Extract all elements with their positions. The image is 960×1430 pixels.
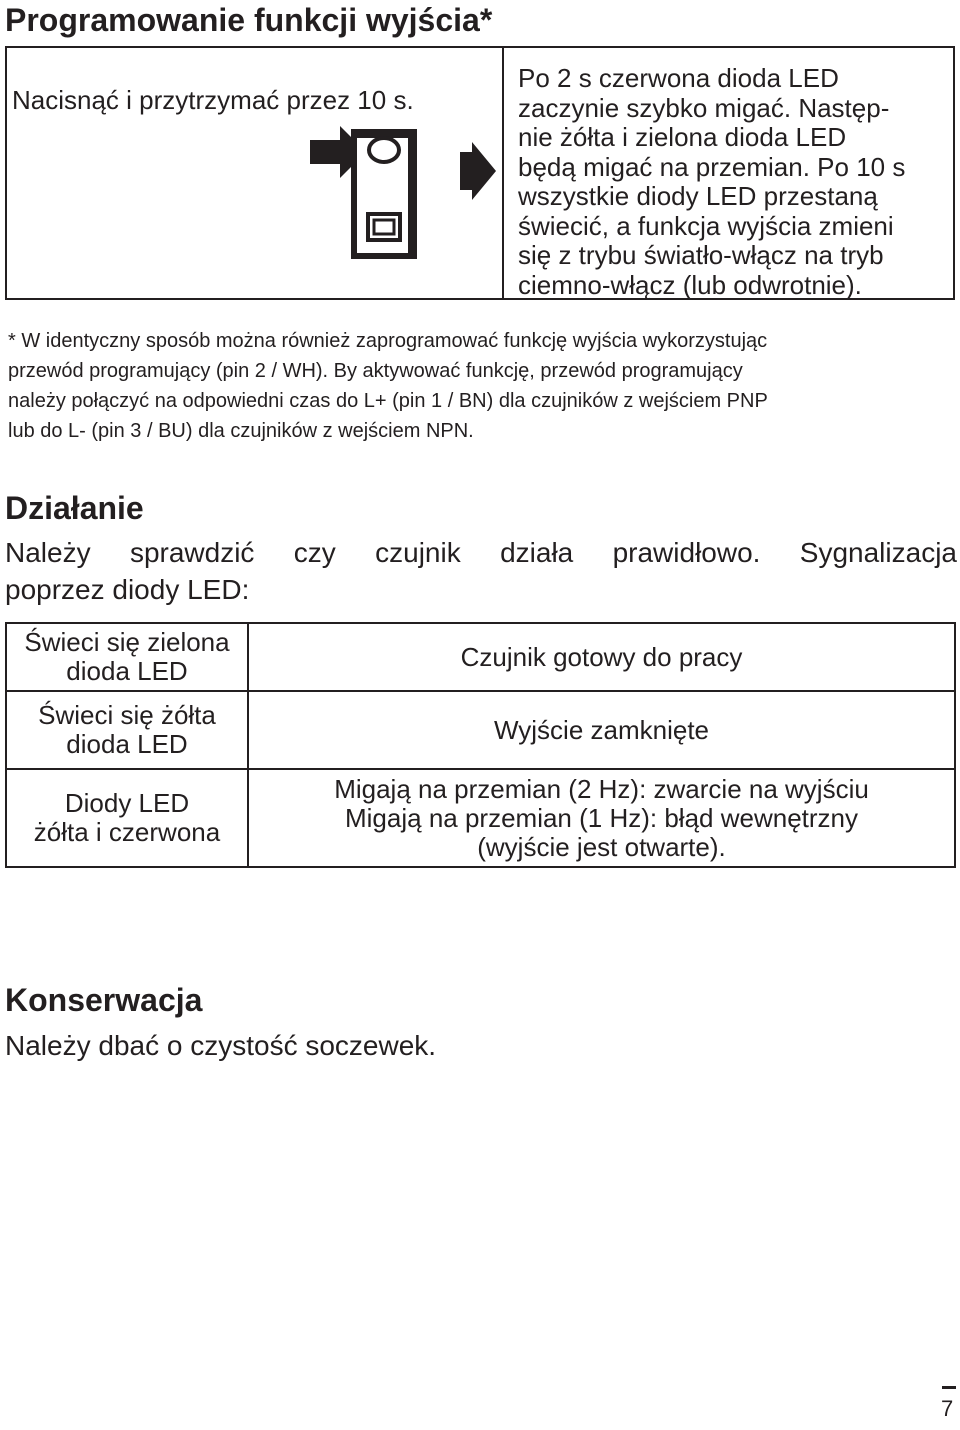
table-cell-meaning: Migają na przemian (2 Hz): zwarcie na wyjściu Migają na przemian (1 Hz): błąd wewnętrzny (wyjście jest otwarte). [334, 773, 869, 862]
table-cell-led: Świeci się zielona dioda LED [24, 627, 230, 686]
table-cell-led: Diody LED żółta i czerwona [33, 788, 221, 847]
sensor-device-icon [348, 116, 418, 260]
footnote: * W identyczny sposób można również zaprogramować funkcję wyjścia wykorzystując przewód programujący (pin 2 / WH). By aktywować funkcję, przewód programujący należy połączyć na odpowiedni czas do L+ (pin 1 / BN) dla czujników z wejściem PNP lub do L- (pin 3 / BU) dla czujników z wejściem NPN. [8, 330, 768, 442]
page-number: 7 [941, 1396, 954, 1421]
programming-description: Po 2 s czerwona dioda LED zaczynie szybko migać. Następ- nie żółta i zielona dioda LED będą migać na przemian. Po 10 s wszystkie diody LED przestaną świecić, a funkcja wyjścia zmieni się z trybu światło-włącz na tryb ciemno-włącz (lub odwrotnie). [518, 63, 906, 300]
section-title-maintenance: Konserwacja [5, 982, 203, 1018]
section-title-programming: Programowanie funkcji wyjścia* [5, 2, 493, 38]
table-cell-meaning: Czujnik gotowy do pracy [460, 641, 743, 672]
arrow-right-icon [458, 140, 498, 202]
led-status-table [5, 622, 956, 868]
operation-intro-line2: poprzez diody LED: [5, 574, 250, 605]
page-number-bar [942, 1386, 956, 1389]
maintenance-text: Należy dbać o czystość soczewek. [5, 1030, 437, 1061]
section-title-operation: Działanie [5, 490, 144, 526]
operation-intro-line1: Należy sprawdzić czy czujnik działa prawidłowo. Sygnalizacja [5, 537, 957, 568]
table-cell-led: Świeci się żółta dioda LED [38, 700, 216, 759]
operation-intro [5, 534, 957, 608]
table-cell-meaning: Wyjście zamknięte [493, 714, 710, 745]
press-instruction: Nacisnąć i przytrzymać przez 10 s. [12, 85, 414, 115]
programming-box-divider [502, 46, 504, 300]
